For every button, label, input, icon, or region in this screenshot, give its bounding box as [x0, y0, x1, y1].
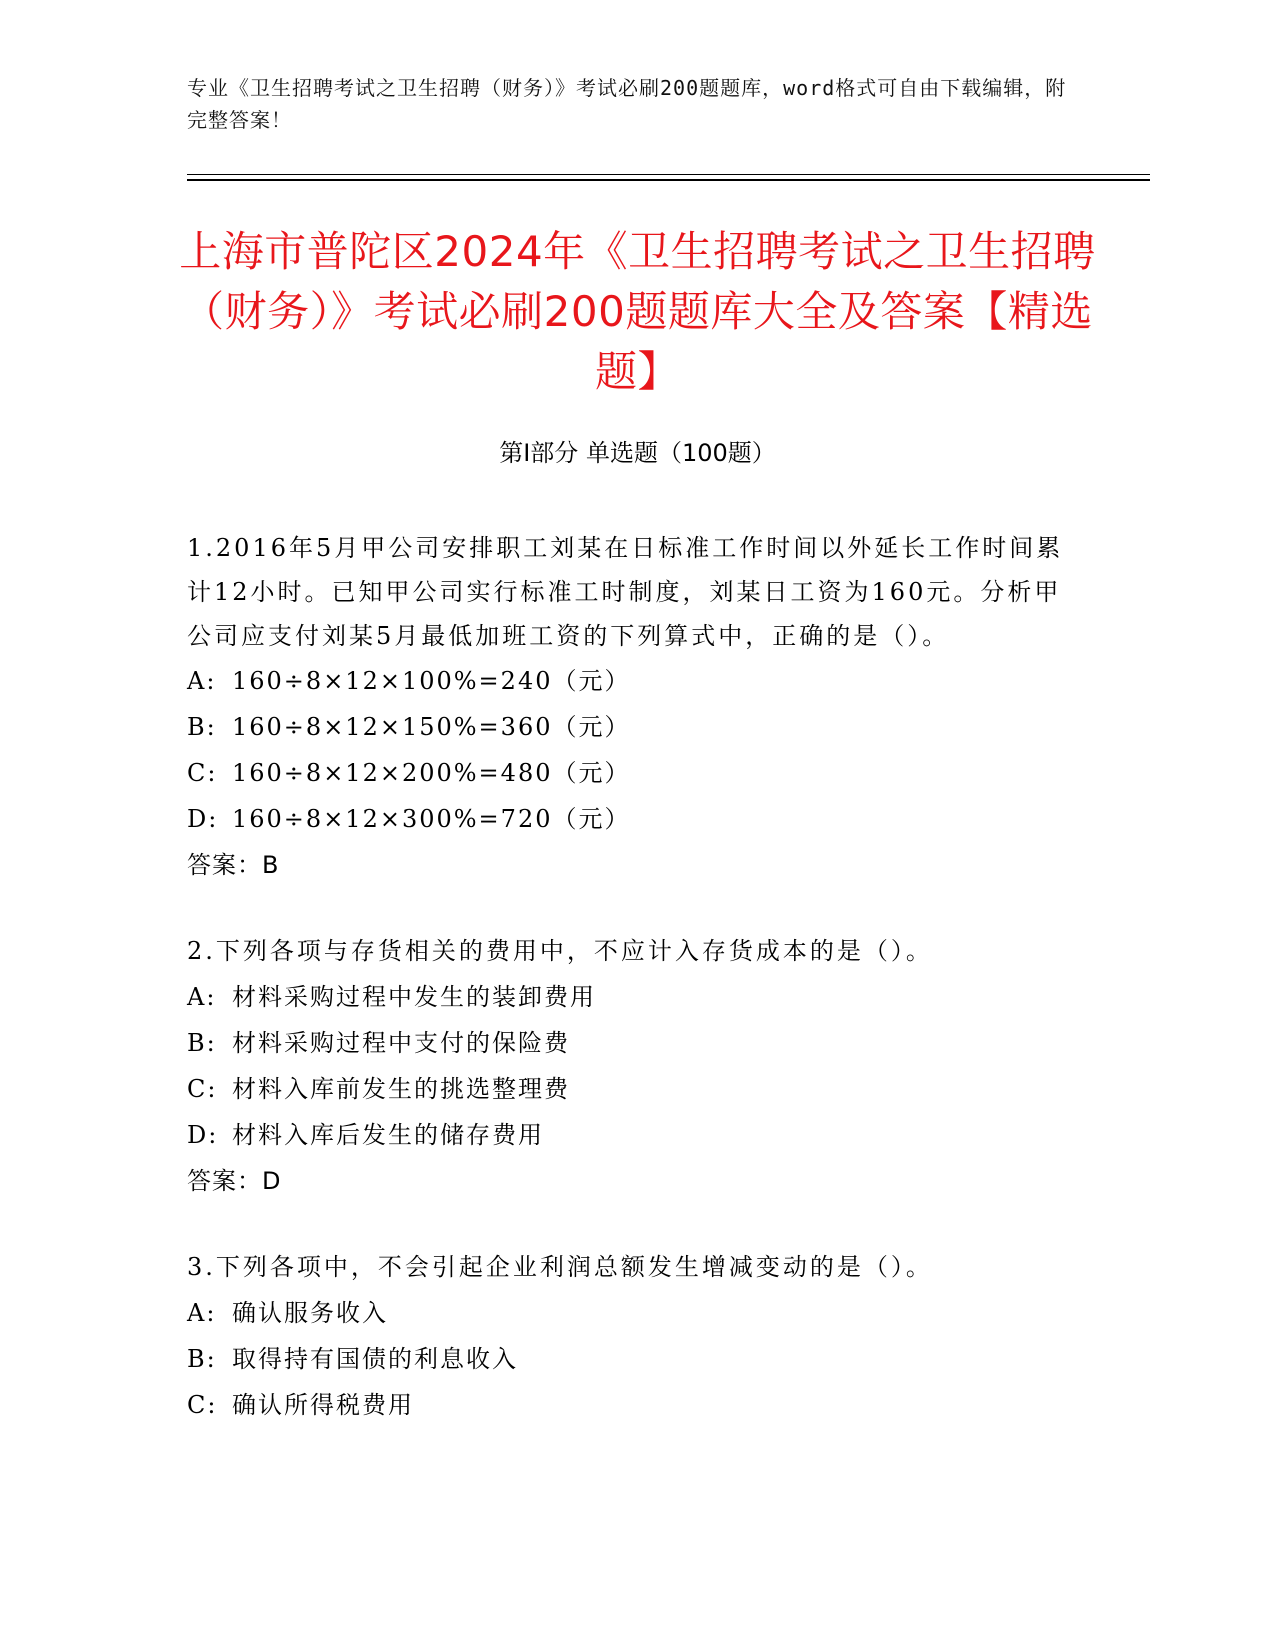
- question-2: [187, 928, 1087, 1204]
- option-letter: D:: [187, 805, 219, 833]
- option-text: 160÷8×12×100%=240（元）: [232, 667, 631, 695]
- question-1: [187, 526, 1087, 888]
- option-text: 160÷8×12×300%=720（元）: [232, 805, 631, 833]
- option-letter: C:: [187, 1391, 218, 1419]
- question-list: [187, 526, 1087, 1468]
- option-text: 确认所得税费用: [232, 1391, 414, 1419]
- option-text: 材料采购过程中发生的装卸费用: [232, 983, 596, 1011]
- option-letter: A:: [187, 667, 217, 695]
- question-stem: 3.下列各项中，不会引起企业利润总额发生增减变动的是（）。: [187, 1253, 933, 1281]
- section-title: 第I部分 单选题（100题）: [499, 439, 776, 467]
- option-letter: C:: [187, 759, 218, 787]
- option-b: [187, 1336, 1087, 1382]
- header-divider-thin: [187, 174, 1150, 175]
- question-stem: 2.下列各项与存货相关的费用中，不应计入存货成本的是（）。: [187, 937, 933, 965]
- option-text: 160÷8×12×150%=360（元）: [232, 713, 631, 741]
- option-d: [187, 1112, 1087, 1158]
- option-letter: B:: [187, 713, 217, 741]
- option-b: [187, 704, 1087, 750]
- question-3: [187, 1244, 1087, 1428]
- header-intro-text: 专业《卫生招聘考试之卫生招聘（财务）》考试必刷200题题库，word格式可自由下载编辑，附完整答案！: [187, 76, 1067, 132]
- option-a: [187, 1290, 1087, 1336]
- option-a: [187, 974, 1087, 1020]
- option-a: [187, 658, 1087, 704]
- option-letter: D:: [187, 1121, 219, 1149]
- document-title: 上海市普陀区2024年《卫生招聘考试之卫生招聘（财务）》考试必刷200题题库大全及答案【精选题】: [179, 227, 1096, 396]
- option-c: [187, 1066, 1087, 1112]
- option-letter: B:: [187, 1345, 217, 1373]
- option-letter: A:: [187, 1299, 217, 1327]
- question-stem: 1.2016年5月甲公司安排职工刘某在日标准工作时间以外延长工作时间累计12小时。已知甲公司实行标准工时制度，刘某日工资为160元。分析甲公司应支付刘某5月最低加班工资的下列算式中，正确的是（）。: [187, 534, 1064, 650]
- option-text: 材料采购过程中支付的保险费: [232, 1029, 570, 1057]
- answer-line: 答案：D: [187, 1167, 282, 1195]
- option-letter: B:: [187, 1029, 217, 1057]
- option-text: 材料入库后发生的储存费用: [232, 1121, 544, 1149]
- option-text: 材料入库前发生的挑选整理费: [232, 1075, 570, 1103]
- option-b: [187, 1020, 1087, 1066]
- answer-line: 答案：B: [187, 851, 280, 879]
- option-text: 确认服务收入: [232, 1299, 388, 1327]
- header-divider-thick: [187, 179, 1150, 181]
- option-c: [187, 750, 1087, 796]
- option-letter: A:: [187, 983, 217, 1011]
- option-text: 取得持有国债的利息收入: [232, 1345, 518, 1373]
- option-c: [187, 1382, 1087, 1428]
- option-d: [187, 796, 1087, 842]
- option-letter: C:: [187, 1075, 218, 1103]
- option-text: 160÷8×12×200%=480（元）: [232, 759, 631, 787]
